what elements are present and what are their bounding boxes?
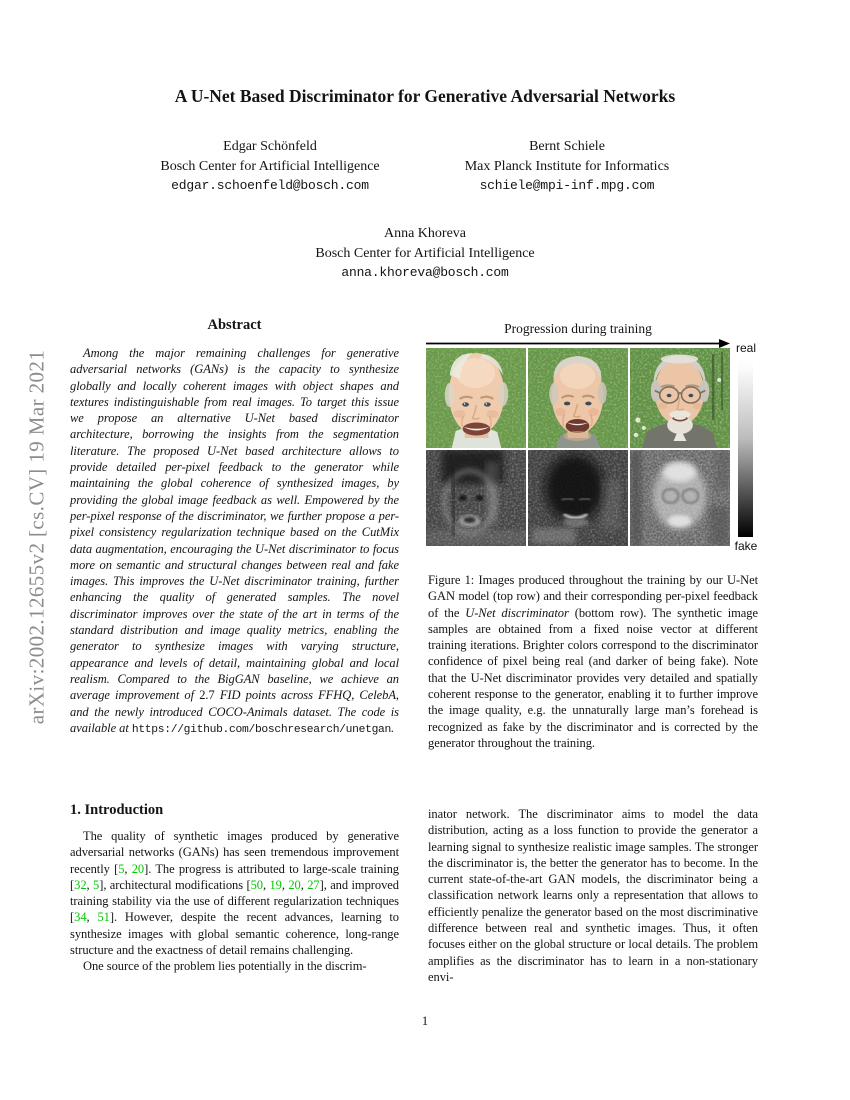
page-number: 1 — [421, 1014, 429, 1028]
text-segment: U-Net discriminator — [465, 605, 569, 620]
introduction-section — [70, 802, 399, 975]
text-segment: , — [281, 877, 289, 892]
author-affiliation: Max Planck Institute for Informatics — [464, 158, 670, 174]
author-name: Edgar Schönfeld — [223, 139, 317, 154]
text-segment: ], architectural modifications [ — [99, 877, 251, 892]
section-heading-introduction: 1. Introduction — [70, 802, 164, 818]
citation-link[interactable]: 32 — [74, 877, 87, 892]
paper-title: A U-Net Based Discriminator for Generative Adversarial Networks — [174, 86, 676, 106]
author-email: anna.khoreva@bosch.com — [341, 265, 509, 280]
author-name: Bernt Schiele — [529, 139, 605, 154]
author-affiliation: Bosch Center for Artificial Intelligence — [315, 245, 535, 261]
author-name: Anna Khoreva — [383, 226, 467, 241]
citation-link[interactable]: 5 — [118, 861, 125, 876]
citation-link[interactable]: 50 — [250, 877, 263, 892]
face-panel-2 — [528, 348, 628, 448]
citation-link[interactable]: 20 — [288, 877, 301, 892]
author-affiliation: Bosch Center for Artificial Intelligence — [160, 158, 380, 174]
abstract-heading: Abstract — [207, 317, 262, 333]
figure-1-caption — [428, 572, 758, 751]
face-panel-3 — [630, 348, 730, 448]
code-url-link[interactable]: https://github.com/boschresearch/unetgan — [131, 723, 392, 736]
text-segment: 2.7 — [199, 688, 215, 703]
abstract-section — [70, 317, 399, 738]
text-segment: . — [391, 720, 395, 735]
intro-paragraph-2-right: inator network. The discriminator aims to model the data distribution, acting as a loss function to provide the generator a learning signal to synthesize realistic image samples. The stronger the discriminator is, the better the generator has to become. In the current state-of-the-art GAN models, the discriminator being a classification network learns only a representation that allows to efficiently penalize the generator based on the most discriminative difference between real and synthetic images. Thus, it often focuses either on the global structure or local details. The problem amplifies as the discriminator has to learn in a non-stationary envi- — [428, 807, 758, 984]
real-fake-colorbar — [738, 357, 753, 537]
feedback-panel-1 — [426, 450, 526, 546]
face-panel-1 — [426, 348, 526, 448]
introduction-continuation — [428, 806, 758, 985]
text-segment: , — [300, 877, 308, 892]
text-segment: , — [86, 910, 98, 925]
text-segment: FID points across FFHQ, CelebA, and the newly introduced COCO-Animals dataset. The code is available at — [70, 688, 399, 735]
intro-paragraph-2-left: One source of the problem lies potentially in the discrim- — [83, 959, 367, 974]
citation-link[interactable]: 5 — [93, 877, 100, 892]
author-block-2 — [412, 137, 722, 196]
text-segment: Among the major remaining challenges for generative adversarial networks (GANs) is the capacity to synthesize globally and locally coherent images with object shapes and textures indistinguishable from real images. To target this issue we propose an alternative U-Net based discriminator architecture, borrowing the insights from the segmentation literature. The proposed U-Net based architecture allows to provide detailed per-pixel feedback to the generator while maintaining the global coherence of synthesized images, by providing the global image feedback as well. Empowered by the per-pixel response of the discriminator, we further propose a per-pixel consistency regularization technique based on the CutMix data augmentation, encouraging the U-Net discriminator to focus more on semantic and structural changes between real and fake images. This improves the U-Net discriminator training, further enhancing the quality of generated samples. The novel discriminator improves over the state of the art in terms of the standard distribution and image quality metrics, enabling the generator to synthesize images with varying structure, appearance and levels of detail, maintaining global and local realism. Compared to the BigGAN baseline, we achieve an average improvement of — [70, 346, 399, 703]
feedback-panel-2 — [528, 450, 628, 546]
abstract-text — [70, 345, 399, 738]
figure-progression-label: Progression during training — [504, 321, 652, 336]
text-segment: ]. The progress is attributed to large-scale training [ — [70, 861, 399, 892]
figure-bottom-row — [426, 450, 730, 546]
citation-link[interactable]: 51 — [97, 910, 110, 925]
text-segment: , — [262, 877, 270, 892]
citation-link[interactable]: 27 — [307, 877, 320, 892]
author-block-3 — [270, 224, 580, 283]
citation-link[interactable]: 20 — [131, 861, 145, 876]
citation-link[interactable]: 19 — [269, 877, 282, 892]
text-segment: ]. However, despite the recent advances, learning to synthesize images with global semantic coherence, long-range structure and the exactness of detail remains challenging. — [70, 910, 399, 958]
author-email: schiele@mpi-inf.mpg.com — [479, 178, 655, 193]
figure-top-row — [426, 348, 730, 448]
text-segment: ], and improved training stability via the use of different regularization techniques [ — [70, 877, 399, 925]
colorbar-label-fake: fake — [734, 539, 758, 553]
figure-1 — [426, 321, 786, 553]
colorbar-label-real: real — [735, 341, 756, 355]
feedback-panel-3 — [630, 450, 730, 546]
author-email: edgar.schoenfeld@bosch.com — [171, 178, 369, 193]
author-block-1 — [115, 137, 425, 196]
citation-link[interactable]: 34 — [74, 910, 87, 925]
text-segment: , — [86, 877, 93, 892]
text-segment: (bottom row). The synthetic image samples are obtained from a fixed noise vector at different training iterations. Brighter colors correspond to the discriminator confidence of pixel being real (and darker of being fake). Note that the U-Net discriminator provides very detailed and spatially coherent response to the generator, enabling it to further improve the image quality, e.g. the unnaturally large man’s forehead is recognized as fake by the discriminator and is corrected by the generator throughout the training. — [428, 605, 758, 750]
arxiv-watermark: arXiv:2002.12655v2 [cs.CV] 19 Mar 2021 — [24, 349, 49, 725]
text-segment: , — [124, 861, 132, 876]
text-segment: The quality of synthetic images produced by generative adversarial networks (GANs) has seen tremendous improvement recently [ — [70, 829, 399, 876]
text-segment: Figure 1: Images produced throughout the training by our U-Net GAN model (top row) and their corresponding per-pixel feedback of the — [428, 573, 758, 620]
intro-paragraph-1 — [70, 828, 399, 958]
